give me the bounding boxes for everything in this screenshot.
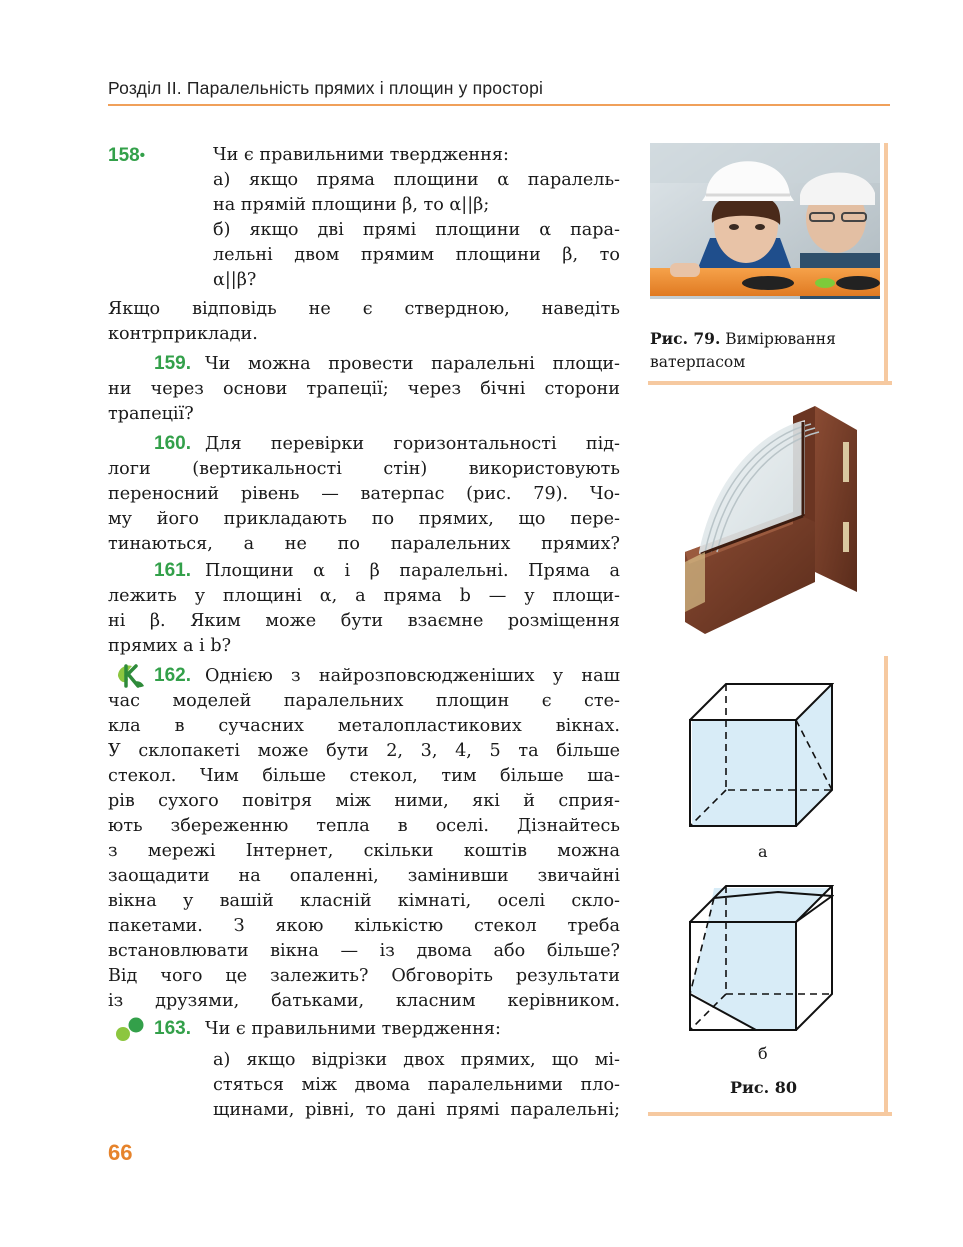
text-line: трапеції? [108, 404, 194, 424]
problem-161 [108, 558, 620, 659]
problem-number: 159. [154, 353, 191, 374]
problem-question: Чи є правильними твердження: [204, 1019, 501, 1039]
text-line: логи (вертикальності стін) використовують [108, 459, 620, 479]
text-segment: Чи можна провести паралельні площи- [204, 354, 620, 374]
text-line [108, 558, 620, 584]
figure-80 [648, 656, 888, 1116]
figure-79-caption [650, 327, 875, 374]
text-line: контрприклади. [108, 324, 258, 344]
text-segment: Однією з найрозповсюдженіших у наш [204, 666, 620, 686]
figure-border-bottom [648, 1112, 892, 1116]
figure-79 [648, 143, 888, 385]
problem-number: 162. [154, 665, 191, 686]
text-line: лельні двом прямим площини β, то [213, 245, 620, 265]
text-line: стекол. Чим більше стекол, тим більше ша- [108, 766, 620, 786]
text-line [108, 351, 620, 377]
statement-a [108, 1048, 620, 1123]
two-dots-level-icon [114, 1015, 146, 1043]
text-line: Від чого це залежить? Обговоріть результати [108, 966, 620, 986]
statement-b [154, 218, 620, 293]
text-line: тинаються, а не по паралельних прямих? [108, 534, 620, 554]
competence-k-icon [114, 662, 146, 690]
problem-162 [108, 663, 620, 1014]
text-line: із друзями, батьками, класним керівником. [108, 991, 620, 1011]
window-profile-photo [675, 402, 865, 638]
figure-label-a: а [758, 842, 768, 861]
text-line [108, 663, 620, 689]
figure-border-right [884, 143, 888, 385]
text-line: час моделей паралельних площин є сте- [108, 691, 620, 711]
figure-border-bottom [648, 381, 892, 385]
text-line: лежить у площині α, а пряма b — у площи- [108, 586, 620, 606]
text-line: на прямій площини β, то α||β; [213, 195, 490, 215]
text-line: а) якщо відрізки двох прямих, що мі- [213, 1050, 620, 1070]
text-segment: Площини α і β паралельні. Пряма a [204, 561, 620, 581]
problem-question: Чи є правильними твердження: [213, 145, 509, 165]
problem-number: 160. [154, 433, 191, 454]
text-line: б) якщо дві прямі площини α пара- [213, 220, 620, 240]
text-line: заощадити на опаленні, замінивши звичайні [108, 866, 620, 886]
chapter-title: Розділ II. Паралельність прямих і площин у просторі [108, 78, 544, 98]
text-line: стяться між двома паралельними пло- [213, 1075, 620, 1095]
problem-number: 161. [154, 560, 191, 581]
text-line: кла в сучасних металопластикових вікнах. [108, 716, 620, 736]
problem-158 [108, 143, 620, 293]
text-line: ні β. Яким може бути взаємне розміщення [108, 611, 620, 631]
text-line: α||β? [213, 270, 257, 290]
problem-number: 158 [108, 145, 140, 166]
problem-160 [108, 431, 620, 557]
problem-number: 163. [154, 1018, 191, 1039]
text-line: му його прикладають по прямих, що пере- [108, 509, 620, 529]
text-line [108, 431, 620, 457]
statement-a [154, 168, 620, 218]
text-line: переносний рівень — ватерпас (рис. 79). Чо- [108, 484, 620, 504]
problem-163 [108, 1016, 620, 1123]
figure-label-b: б [758, 1044, 768, 1063]
cube-section-b [684, 882, 834, 1034]
level-measurement-photo [650, 143, 880, 299]
text-line: У склопакеті може бути 2, 3, 4, 5 та більше [108, 741, 620, 761]
difficulty-dot: • [139, 147, 145, 164]
text-segment: Для перевірки горизонтальності під- [204, 434, 620, 454]
text-line: прямих a і b? [108, 636, 232, 656]
figure-border-right [884, 656, 888, 1116]
text-line: встановлювати вікна — із двома або більше? [108, 941, 620, 961]
text-line: Якщо відповідь не є ствердною, наведіть [108, 299, 620, 319]
text-line: а) якщо пряма площини α паралель- [213, 170, 620, 190]
caption-text: Вимірювання ватерпасом [650, 330, 836, 371]
page-number: 66 [108, 1140, 133, 1165]
problem-159 [108, 351, 620, 427]
text-line: вікна у вашій класній кімнаті, оселі скло- [108, 891, 620, 911]
text-line: щинами, рівні, то дані прямі паралельні; [213, 1100, 620, 1120]
text-line: ють збереженню тепла в оселі. Дізнайтесь [108, 816, 620, 836]
text-line: ни через основи трапеції; через бічні сторони [108, 379, 620, 399]
chapter-header [108, 78, 890, 106]
cube-section-a [684, 680, 834, 830]
text-line: рів сухого повітря між ними, які й сприя- [108, 791, 620, 811]
figure-80-caption: Рис. 80 [730, 1078, 798, 1097]
text-line: з мережі Інтернет, скільки коштів можна [108, 841, 620, 861]
caption-label: Рис. 79. [650, 329, 721, 348]
problem-158-tail [108, 297, 620, 347]
problems-column [108, 143, 620, 1123]
text-line [108, 1016, 620, 1042]
text-line: пакетами. З якою кількістю стекол треба [108, 916, 620, 936]
